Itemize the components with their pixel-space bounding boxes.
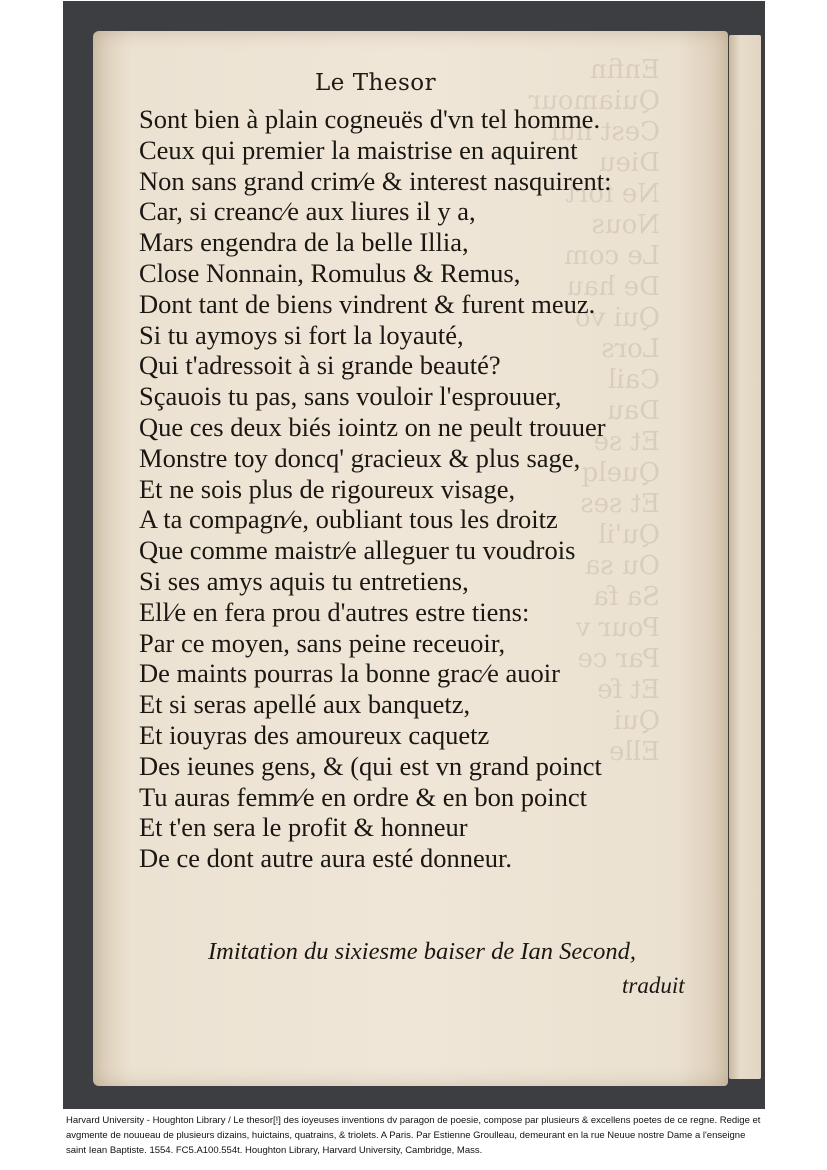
verse-line: Qui t'adressoit à si grande beauté? — [139, 350, 501, 381]
verse-line: Si ses amys aquis tu entretiens, — [139, 565, 469, 596]
verse-line: Car, si creanc∕e aux liures il y a, — [139, 196, 476, 227]
verse-line: Si tu aymoys si fort la loyauté, — [139, 319, 464, 350]
verse-line: Sont bien à plain cogneuës d'vn tel homme. — [139, 104, 601, 134]
verse-block — [139, 104, 709, 874]
verse-line: Non sans grand crim∕e & interest nasquirent: — [139, 165, 612, 196]
verse-line: Close Nonnain, Romulus & Remus, — [139, 257, 521, 288]
verse-line: Monstre toy doncq' gracieux & plus sage, — [139, 442, 581, 473]
verse-line: Des ieunes gens, & (qui est vn grand poinct — [139, 750, 602, 781]
verse-line: De maints pourras la bonne grac∕e auoir — [139, 658, 560, 689]
verse-line: Et t'en sera le profit & honneur — [139, 812, 468, 843]
catchword: traduit — [622, 973, 685, 998]
verse-line: A ta compagn∕e, oubliant tous les droitz — [139, 504, 558, 535]
page-edge — [729, 35, 761, 1079]
verse-line: Dont tant de biens vindrent & furent meuz. — [139, 288, 596, 319]
verse-line: Que ces deux biés iointz on ne peult trouuer — [139, 411, 606, 442]
verse-line: Et ne sois plus de rigoureux visage, — [139, 473, 516, 504]
verse-line: Que comme maistr∕e alleguer tu voudrois — [139, 535, 576, 566]
source-caption: Harvard University - Houghton Library / Le thesor[!] des ioyeuses inventions dv paragon de poesie, compose par plusieurs & excellens poetes de ce regne. Redige et avgmente de nouueau de plusieurs dizains, huictains, quatrains, & triolets. A Paris. Par Estienne Groulleau, demeurant en la rue Neuue nostre Dame a l'enseigne saint Iean Baptiste. 1554. FC5.A100.554t. Houghton Library, Harvard University, Cambridge, Mass. — [66, 1115, 761, 1156]
running-head: Le Thesor — [315, 70, 437, 96]
section-heading: Imitation du sixiesme baiser de Ian Second, — [208, 938, 636, 965]
verse-line: De ce dont autre aura esté donneur. — [139, 843, 513, 874]
verse-line: Mars engendra de la belle Illia, — [139, 227, 469, 258]
verse-line: Sçauois tu pas, sans vouloir l'esprouuer, — [139, 381, 562, 412]
verse-line: Et si seras apellé aux banquetz, — [139, 689, 471, 720]
verse-line: Ell∕e en fera prou d'autres estre tiens: — [139, 596, 530, 627]
verse-line: Ceux qui premier la maistrise en aquirent — [139, 134, 578, 165]
verse-line: Par ce moyen, sans peine receuoir, — [139, 627, 506, 658]
verse-line: Et iouyras des amoureux caquetz — [139, 719, 490, 750]
verse-line: Tu auras femm∕e en ordre & en bon poinct — [139, 781, 587, 812]
